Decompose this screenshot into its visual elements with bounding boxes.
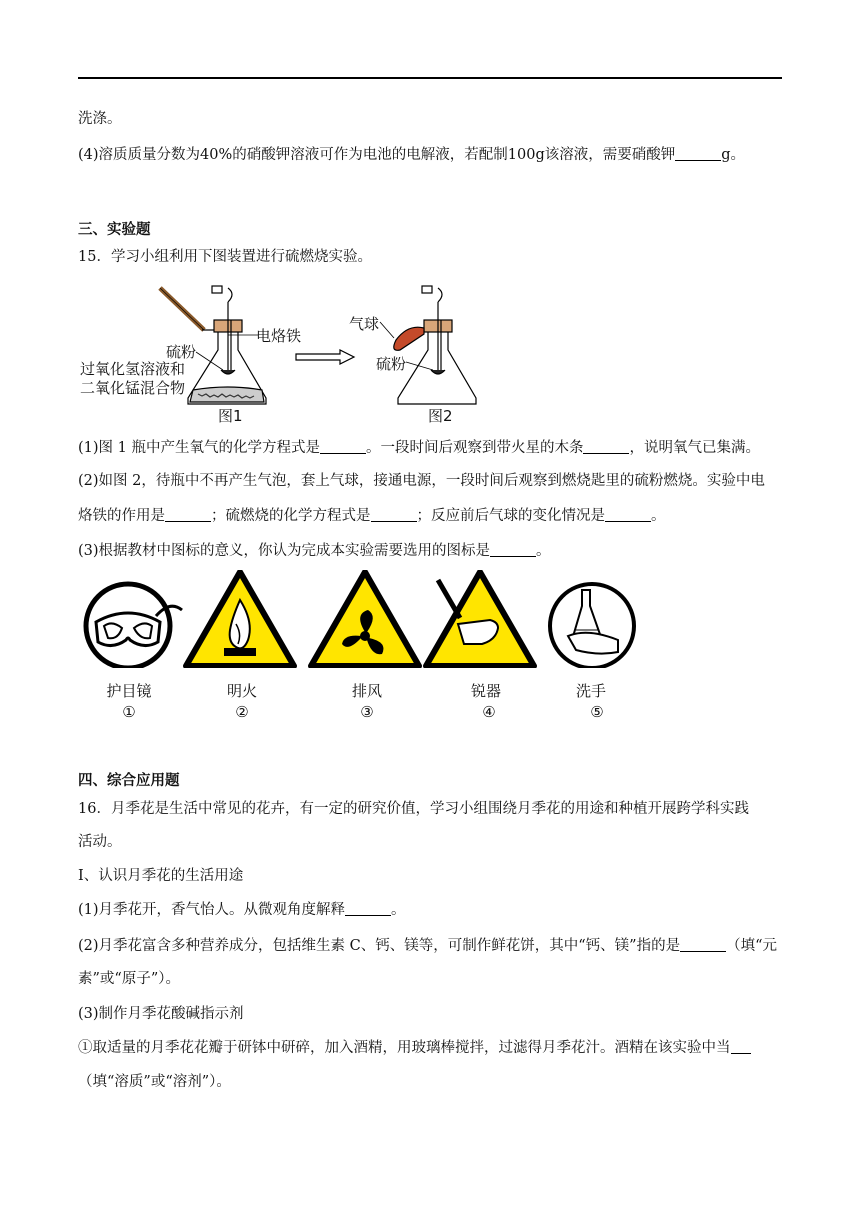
icon-label-fire: 明火	[226, 682, 257, 700]
label-mixture-2: 二氧化锰混合物	[80, 379, 186, 397]
answer-blank[interactable]	[731, 1039, 751, 1054]
sharp-object-warning-icon	[426, 572, 534, 666]
answer-blank[interactable]	[345, 901, 391, 916]
icon-label-sharp: 锐器	[470, 682, 501, 700]
part-1-heading: Ⅰ、认识月季花的生活用途	[78, 868, 244, 884]
question-16-3-1: ①取适量的月季花花瓣于研钵中研碎，加入酒精，用玻璃棒搅拌，过滤得月季花汁。酒精在该实验中当	[78, 1037, 784, 1059]
question-16-3: (3)制作月季花酸碱指示剂	[78, 1006, 244, 1022]
answer-blank[interactable]	[490, 542, 536, 557]
question-16-cont: 活动。	[78, 834, 122, 850]
label-mixture-1: 过氧化氢溶液和	[80, 360, 186, 378]
answer-blank[interactable]	[605, 507, 651, 522]
question-16-2-cont: 素”或“原子”）。	[78, 971, 180, 987]
flask-1-icon	[188, 286, 266, 404]
icon-label-goggles: 护目镜	[106, 682, 152, 700]
icon-number-5: ⑤	[590, 703, 604, 721]
question-15-2: (2)如图 2，待瓶中不再产生气泡，套上气球，接通电源，一段时间后观察到燃烧匙里的硫粉燃烧。实验中电	[78, 473, 765, 489]
caption-fig2: 图2	[428, 407, 453, 425]
question-14-4: (4)溶质质量分数为40%的硝酸钾溶液可作为电池的电解液，若配制100g该溶液，需要硝酸钾 g。	[78, 147, 746, 163]
question-16-2: (2)月季花富含多种营养成分，包括维生素 C、钙、镁等，可制作鲜花饼，其中“钙、镁”指的是 （填“元	[78, 938, 777, 954]
caption-fig1: 图1	[218, 407, 243, 425]
question-16: 16．月季花是生活中常见的花卉，有一定的研究价值，学习小组围绕月季花的用途和种植开展跨学科实践	[78, 801, 749, 817]
label-balloon: 气球	[349, 315, 380, 333]
label-sulfur-2: 硫粉	[376, 355, 407, 373]
splint-icon	[160, 288, 204, 330]
header-rule	[78, 77, 782, 79]
ventilation-warning-icon	[311, 572, 419, 666]
answer-blank[interactable]	[583, 439, 629, 454]
label-sulfur-1: 硫粉	[166, 343, 197, 361]
answer-blank[interactable]	[320, 439, 366, 454]
goggles-icon	[86, 584, 182, 668]
section-3-heading: 三、实验题	[78, 222, 151, 238]
icon-number-3: ③	[360, 703, 374, 721]
answer-blank[interactable]	[675, 146, 721, 161]
section-4-heading: 四、综合应用题	[78, 773, 180, 789]
answer-blank[interactable]	[680, 937, 726, 952]
apparatus-figure	[78, 280, 478, 428]
arrow-icon	[296, 350, 354, 364]
question-15-3: (3)根据教材中图标的意义，你认为完成本实验需要选用的图标是 。	[78, 543, 551, 559]
safety-icons	[78, 570, 648, 668]
wash-hands-icon	[550, 584, 634, 668]
answer-blank[interactable]	[371, 507, 417, 522]
icon-number-1: ①	[122, 703, 136, 721]
flask-2-icon	[394, 286, 476, 404]
question-15-2-cont: 烙铁的作用是 ；硫燃烧的化学方程式是 ；反应前后气球的变化情况是 。	[78, 508, 666, 524]
icon-number-4: ④	[482, 703, 496, 721]
icon-label-wash: 洗手	[575, 682, 606, 700]
icon-number-2: ②	[235, 703, 249, 721]
question-16-1: (1)月季花开，香气怡人。从微观角度解释 。	[78, 902, 406, 918]
question-16-3-1-cont: （填“溶质”或“溶剂”）。	[78, 1074, 231, 1090]
answer-blank[interactable]	[165, 507, 211, 522]
question-15: 15．学习小组利用下图装置进行硫燃烧实验。	[78, 249, 372, 265]
fire-warning-icon	[186, 572, 294, 666]
text-line: 洗涤。	[78, 111, 122, 127]
label-iron: 电烙铁	[256, 327, 302, 345]
icon-label-vent: 排风	[351, 682, 382, 700]
question-15-1: (1)图 1 瓶中产生氧气的化学方程式是 。一段时间后观察到带火星的木条 ，说明氧气已集满。	[78, 440, 760, 456]
